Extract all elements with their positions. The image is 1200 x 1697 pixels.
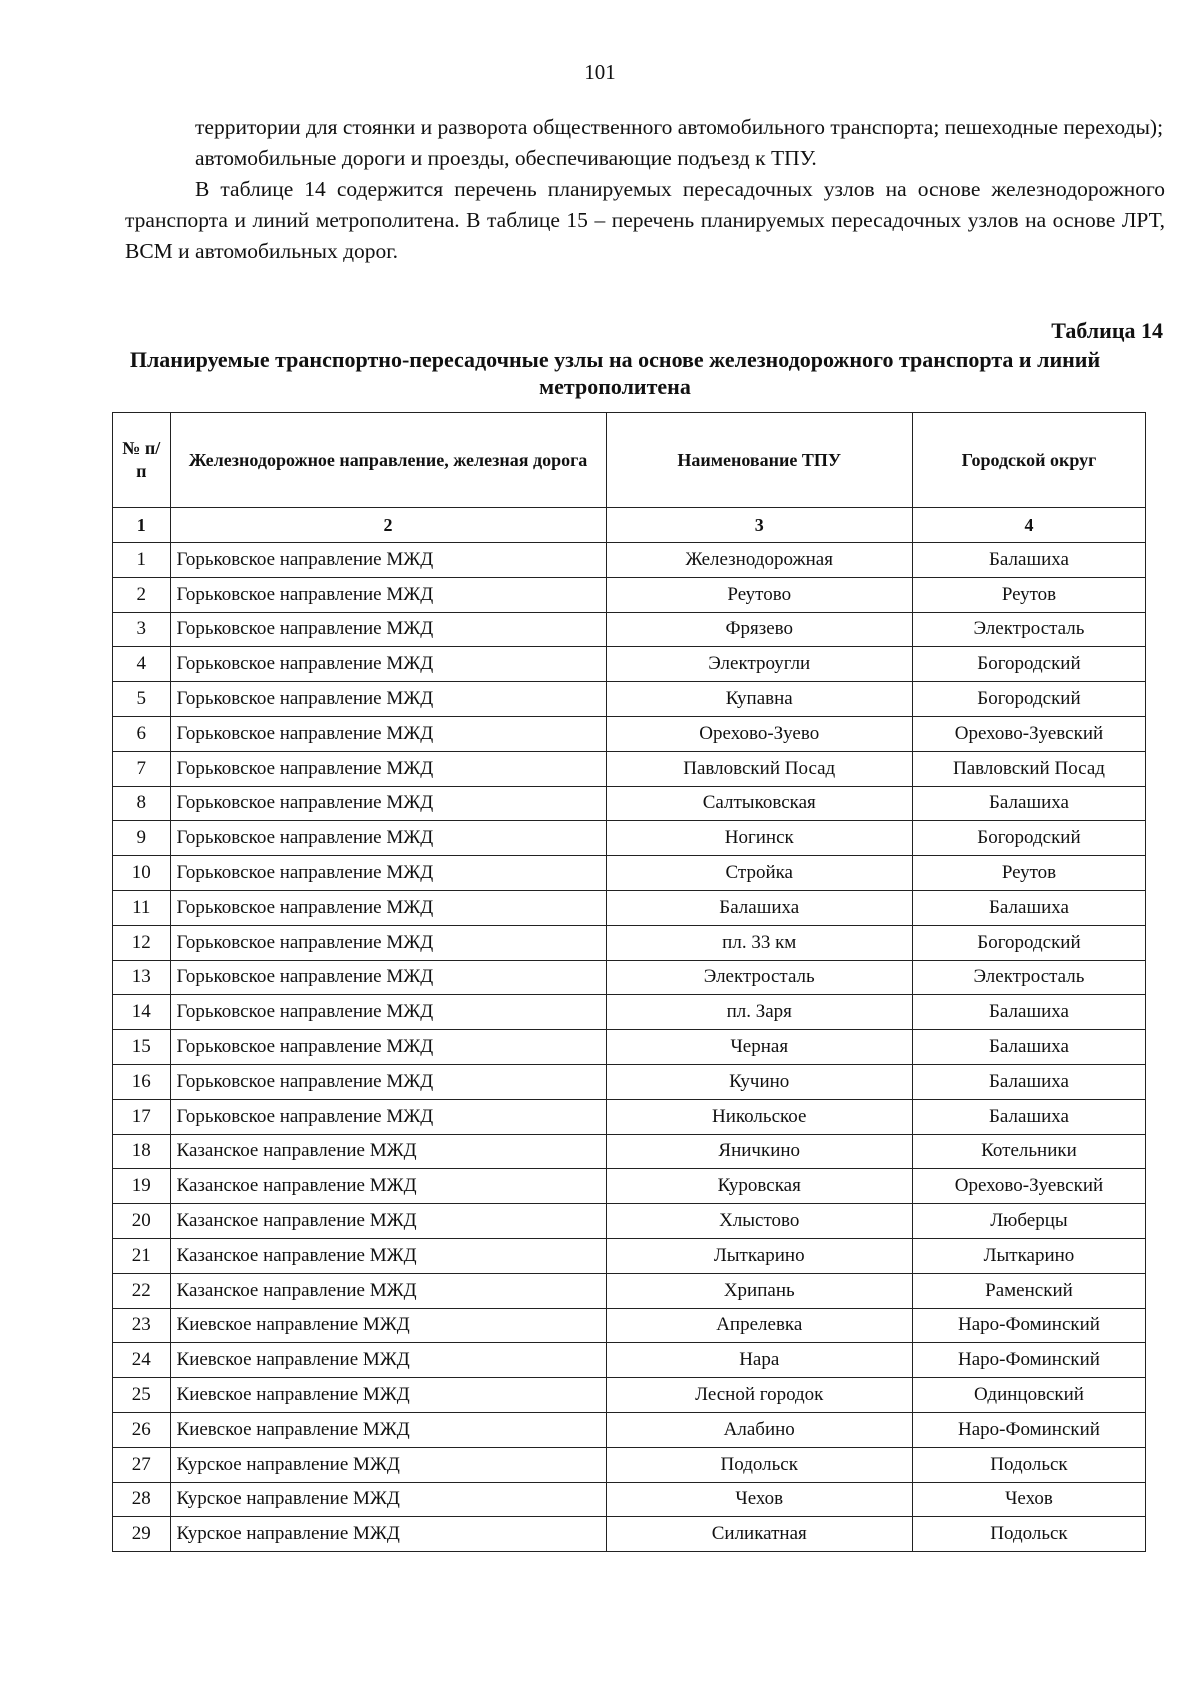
city-district: Балашиха <box>912 1030 1145 1065</box>
railway-direction: Киевское направление МЖД <box>170 1412 606 1447</box>
table-row <box>113 751 1146 786</box>
city-district: Электросталь <box>912 612 1145 647</box>
hub-name: Яничкино <box>606 1134 912 1169</box>
railway-direction: Горьковское направление МЖД <box>170 1099 606 1134</box>
railway-direction: Казанское направление МЖД <box>170 1204 606 1239</box>
column-number: 2 <box>170 508 606 543</box>
railway-direction: Курское направление МЖД <box>170 1482 606 1517</box>
hub-name: Балашиха <box>606 890 912 925</box>
table-row <box>113 1308 1146 1343</box>
hub-name: Фрязево <box>606 612 912 647</box>
railway-direction: Киевское направление МЖД <box>170 1343 606 1378</box>
railway-direction: Горьковское направление МЖД <box>170 682 606 717</box>
hub-name: пл. 33 км <box>606 925 912 960</box>
hub-name: Нара <box>606 1343 912 1378</box>
row-number: 3 <box>113 612 171 647</box>
city-district: Богородский <box>912 925 1145 960</box>
railway-direction: Горьковское направление МЖД <box>170 1030 606 1065</box>
hub-name: Никольское <box>606 1099 912 1134</box>
table-row <box>113 682 1146 717</box>
railway-direction: Горьковское направление МЖД <box>170 751 606 786</box>
table-row <box>113 1064 1146 1099</box>
railway-direction: Киевское направление МЖД <box>170 1308 606 1343</box>
row-number: 2 <box>113 577 171 612</box>
row-number: 5 <box>113 682 171 717</box>
city-district: Раменский <box>912 1273 1145 1308</box>
table-row <box>113 786 1146 821</box>
railway-direction: Горьковское направление МЖД <box>170 577 606 612</box>
page-number: 101 <box>584 60 616 84</box>
hub-name: Реутово <box>606 577 912 612</box>
hub-name: Алабино <box>606 1412 912 1447</box>
railway-direction: Казанское направление МЖД <box>170 1273 606 1308</box>
city-district: Люберцы <box>912 1204 1145 1239</box>
row-number: 9 <box>113 821 171 856</box>
hub-name: Электросталь <box>606 960 912 995</box>
column-header: № п/п <box>113 413 171 508</box>
table-row <box>113 1030 1146 1065</box>
hub-name: Хрипань <box>606 1273 912 1308</box>
city-district: Одинцовский <box>912 1378 1145 1413</box>
hub-name: Силикатная <box>606 1517 912 1552</box>
row-number: 12 <box>113 925 171 960</box>
table-row <box>113 577 1146 612</box>
hub-name: Хлыстово <box>606 1204 912 1239</box>
column-header: Наименование ТПУ <box>606 413 912 508</box>
table-row <box>113 612 1146 647</box>
table-body <box>113 543 1146 1552</box>
table-row <box>113 1134 1146 1169</box>
table-row <box>113 1482 1146 1517</box>
railway-direction: Горьковское направление МЖД <box>170 1064 606 1099</box>
city-district: Богородский <box>912 647 1145 682</box>
row-number: 23 <box>113 1308 171 1343</box>
city-district: Подольск <box>912 1447 1145 1482</box>
hub-name: Чехов <box>606 1482 912 1517</box>
column-number-row <box>113 508 1146 543</box>
table-row <box>113 995 1146 1030</box>
table-row <box>113 543 1146 578</box>
city-district: Орехово-Зуевский <box>912 716 1145 751</box>
table-row <box>113 1238 1146 1273</box>
row-number: 14 <box>113 995 171 1030</box>
column-number: 3 <box>606 508 912 543</box>
hub-name: Орехово-Зуево <box>606 716 912 751</box>
hub-name: Ногинск <box>606 821 912 856</box>
paragraph: автомобильные дороги и проезды, обеспечивающие подъезд к ТПУ. <box>195 146 817 170</box>
city-district: Балашиха <box>912 1064 1145 1099</box>
row-number: 28 <box>113 1482 171 1517</box>
hub-name: Подольск <box>606 1447 912 1482</box>
column-number: 4 <box>912 508 1145 543</box>
city-district: Реутов <box>912 577 1145 612</box>
table-row <box>113 647 1146 682</box>
railway-direction: Горьковское направление МЖД <box>170 716 606 751</box>
railway-direction: Горьковское направление МЖД <box>170 925 606 960</box>
row-number: 17 <box>113 1099 171 1134</box>
hub-name: Купавна <box>606 682 912 717</box>
railway-direction: Курское направление МЖД <box>170 1447 606 1482</box>
row-number: 7 <box>113 751 171 786</box>
city-district: Наро-Фоминский <box>912 1343 1145 1378</box>
table-row <box>113 1273 1146 1308</box>
row-number: 21 <box>113 1238 171 1273</box>
city-district: Балашиха <box>912 1099 1145 1134</box>
row-number: 13 <box>113 960 171 995</box>
row-number: 15 <box>113 1030 171 1065</box>
city-district: Богородский <box>912 682 1145 717</box>
hub-name: Салтыковская <box>606 786 912 821</box>
hub-name: Электроугли <box>606 647 912 682</box>
city-district: Котельники <box>912 1134 1145 1169</box>
row-number: 20 <box>113 1204 171 1239</box>
paragraph: территории для стоянки и разворота общественного автомобильного транспорта; пешеходные переходы); <box>195 115 1164 139</box>
hub-name: Стройка <box>606 856 912 891</box>
table-row <box>113 1412 1146 1447</box>
railway-direction: Горьковское направление МЖД <box>170 995 606 1030</box>
table-row <box>113 856 1146 891</box>
transport-hubs-table <box>112 412 1146 1552</box>
row-number: 22 <box>113 1273 171 1308</box>
hub-name: Железнодорожная <box>606 543 912 578</box>
table-row <box>113 1517 1146 1552</box>
railway-direction: Горьковское направление МЖД <box>170 821 606 856</box>
railway-direction: Казанское направление МЖД <box>170 1169 606 1204</box>
city-district: Лыткарино <box>912 1238 1145 1273</box>
table-row <box>113 821 1146 856</box>
railway-direction: Казанское направление МЖД <box>170 1134 606 1169</box>
row-number: 1 <box>113 543 171 578</box>
hub-name: Павловский Посад <box>606 751 912 786</box>
row-number: 26 <box>113 1412 171 1447</box>
table-row <box>113 1099 1146 1134</box>
column-header: Городской округ <box>912 413 1145 508</box>
column-number: 1 <box>113 508 171 543</box>
city-district: Балашиха <box>912 890 1145 925</box>
hub-name: Лесной городок <box>606 1378 912 1413</box>
table-row <box>113 1378 1146 1413</box>
table-row <box>113 960 1146 995</box>
city-district: Чехов <box>912 1482 1145 1517</box>
row-number: 4 <box>113 647 171 682</box>
city-district: Павловский Посад <box>912 751 1145 786</box>
paragraph: В таблице 14 содержится перечень планируемых пересадочных узлов на основе железнодорожного транспорта и линий метрополитена. В таблице 15 – перечень планируемых пересадочных узлов на основе ЛРТ, ВСМ и автомобильных дорог. <box>125 177 1165 263</box>
table-row <box>113 1447 1146 1482</box>
row-number: 29 <box>113 1517 171 1552</box>
railway-direction: Горьковское направление МЖД <box>170 786 606 821</box>
railway-direction: Казанское направление МЖД <box>170 1238 606 1273</box>
city-district: Богородский <box>912 821 1145 856</box>
railway-direction: Горьковское направление МЖД <box>170 612 606 647</box>
city-district: Балашиха <box>912 995 1145 1030</box>
row-number: 8 <box>113 786 171 821</box>
row-number: 27 <box>113 1447 171 1482</box>
city-district: Орехово-Зуевский <box>912 1169 1145 1204</box>
table-title: Планируемые транспортно-пересадочные узлы на основе железнодорожного транспорта и линий метрополитена <box>129 347 1101 399</box>
row-number: 18 <box>113 1134 171 1169</box>
hub-name: Кучино <box>606 1064 912 1099</box>
hub-name: Куровская <box>606 1169 912 1204</box>
city-district: Балашиха <box>912 786 1145 821</box>
railway-direction: Горьковское направление МЖД <box>170 647 606 682</box>
railway-direction: Горьковское направление МЖД <box>170 856 606 891</box>
table-row <box>113 716 1146 751</box>
city-district: Подольск <box>912 1517 1145 1552</box>
row-number: 24 <box>113 1343 171 1378</box>
table-row <box>113 1169 1146 1204</box>
table-caption-number: Таблица 14 <box>1051 318 1163 343</box>
railway-direction: Курское направление МЖД <box>170 1517 606 1552</box>
railway-direction: Горьковское направление МЖД <box>170 890 606 925</box>
row-number: 25 <box>113 1378 171 1413</box>
hub-name: Лыткарино <box>606 1238 912 1273</box>
railway-direction: Горьковское направление МЖД <box>170 543 606 578</box>
row-number: 16 <box>113 1064 171 1099</box>
city-district: Балашиха <box>912 543 1145 578</box>
city-district: Наро-Фоминский <box>912 1308 1145 1343</box>
table-row <box>113 890 1146 925</box>
table-header-row <box>113 413 1146 508</box>
body-text <box>125 112 1165 267</box>
railway-direction: Киевское направление МЖД <box>170 1378 606 1413</box>
row-number: 6 <box>113 716 171 751</box>
row-number: 10 <box>113 856 171 891</box>
table-row <box>113 1343 1146 1378</box>
row-number: 19 <box>113 1169 171 1204</box>
hub-name: Апрелевка <box>606 1308 912 1343</box>
hub-name: Черная <box>606 1030 912 1065</box>
city-district: Электросталь <box>912 960 1145 995</box>
column-header: Железнодорожное направление, железная дорога <box>170 413 606 508</box>
city-district: Реутов <box>912 856 1145 891</box>
hub-name: пл. Заря <box>606 995 912 1030</box>
railway-direction: Горьковское направление МЖД <box>170 960 606 995</box>
city-district: Наро-Фоминский <box>912 1412 1145 1447</box>
table-row <box>113 1204 1146 1239</box>
row-number: 11 <box>113 890 171 925</box>
table-row <box>113 925 1146 960</box>
